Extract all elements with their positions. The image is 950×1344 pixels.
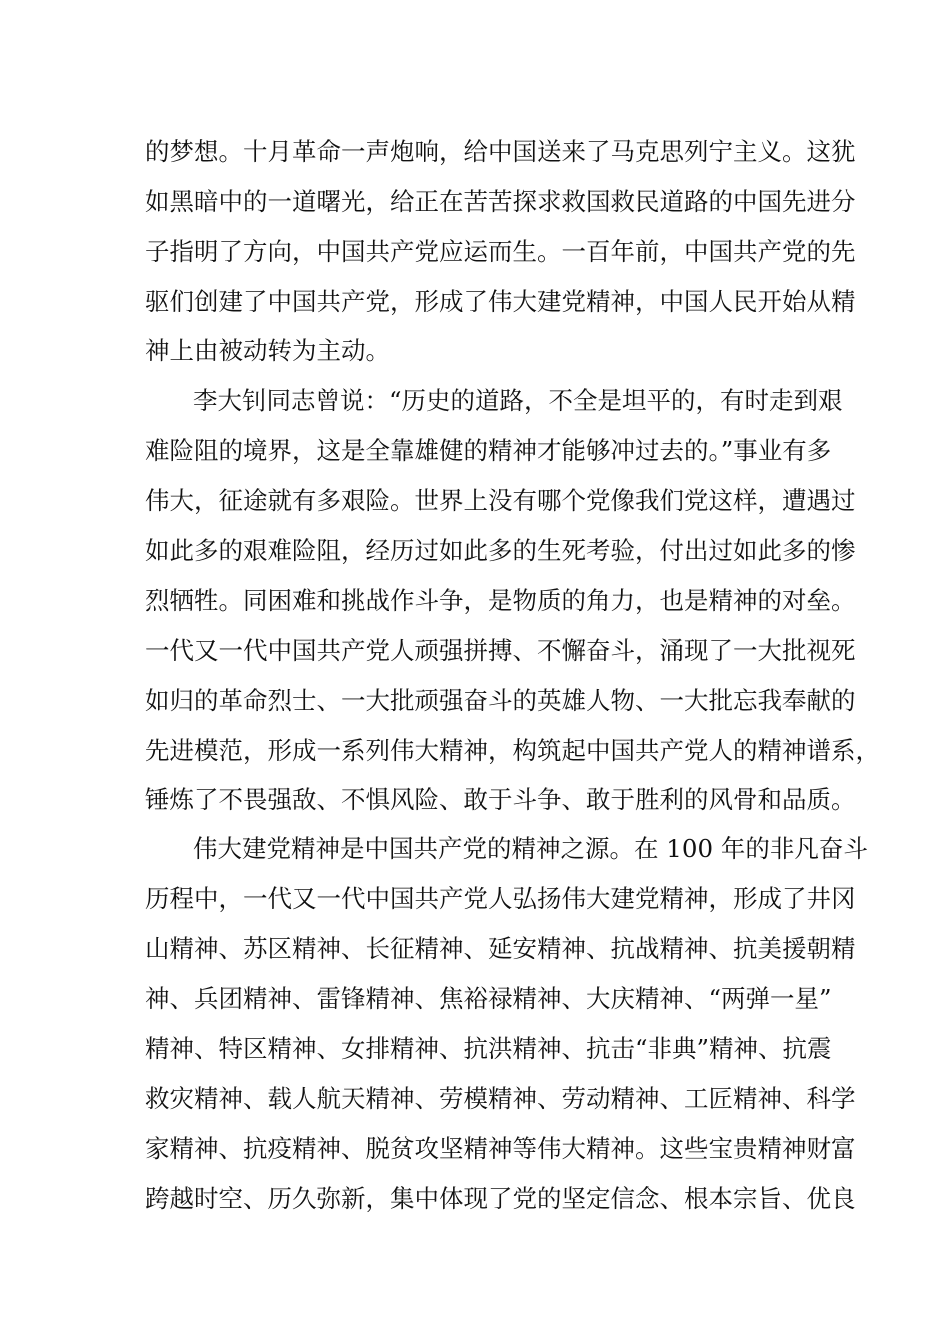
paragraph-1-line-2: 如黑暗中的一道曙光，给正在苦苦探求救国救民道路的中国先进分 [145, 187, 856, 216]
paragraph-3-line-2: 历程中，一代又一代中国共产党人弘扬伟大建党精神，形成了井冈 [145, 884, 856, 913]
paragraph-2-line-5: 烈牺牲。同困难和挑战作斗争，是物质的角力，也是精神的对垒。 [145, 586, 856, 615]
paragraph-2-line-9: 锤炼了不畏强敌、不惧风险、敢于斗争、敢于胜利的风骨和品质。 [145, 785, 856, 814]
paragraph-3-line-8: 跨越时空、历久弥新，集中体现了党的坚定信念、根本宗旨、优良 [145, 1184, 856, 1213]
paragraph-3-line-5: 精神、特区精神、女排精神、抗洪精神、抗击“非典”精神、抗震 [145, 1034, 832, 1063]
paragraph-2-line-7: 如归的革命烈士、一大批顽强奋斗的英雄人物、一大批忘我奉献的 [145, 686, 856, 715]
paragraph-2-line-6: 一代又一代中国共产党人顽强拼搏、不懈奋斗，涌现了一大批视死 [145, 636, 856, 665]
paragraph-2-line-4: 如此多的艰难险阻，经历过如此多的生死考验，付出过如此多的惨 [145, 536, 856, 565]
paragraph-3-line-4: 神、兵团精神、雷锋精神、焦裕禄精神、大庆精神、“两弹一星” [145, 984, 832, 1013]
paragraph-2-line-8: 先进模范，形成一系列伟大精神，构筑起中国共产党人的精神谱系， [145, 736, 880, 765]
paragraph-1-line-5: 神上由被动转为主动。 [145, 336, 390, 365]
paragraph-3-line-6: 救灾精神、载人航天精神、劳模精神、劳动精神、工匠精神、科学 [145, 1084, 856, 1113]
paragraph-3-line-1: 伟大建党精神是中国共产党的精神之源。在 100 年的非凡奋斗 [193, 834, 868, 863]
paragraph-3-line-7: 家精神、抗疫精神、脱贫攻坚精神等伟大精神。这些宝贵精神财富 [145, 1134, 856, 1163]
paragraph-1-line-4: 驱们创建了中国共产党，形成了伟大建党精神，中国人民开始从精 [145, 287, 856, 316]
paragraph-2-line-3: 伟大，征途就有多艰险。世界上没有哪个党像我们党这样，遭遇过 [145, 486, 856, 515]
paragraph-2-line-2: 难险阻的境界，这是全靠雄健的精神才能够冲过去的。”事业有多 [145, 436, 832, 465]
paragraph-1-line-1: 的梦想。十月革命一声炮响，给中国送来了马克思列宁主义。这犹 [145, 137, 856, 166]
paragraph-1-line-3: 子指明了方向，中国共产党应运而生。一百年前，中国共产党的先 [145, 237, 856, 266]
paragraph-2-line-1: 李大钊同志曾说：“历史的道路，不全是坦平的，有时走到艰 [193, 386, 843, 415]
paragraph-3-line-3: 山精神、苏区精神、长征精神、延安精神、抗战精神、抗美援朝精 [145, 934, 856, 963]
